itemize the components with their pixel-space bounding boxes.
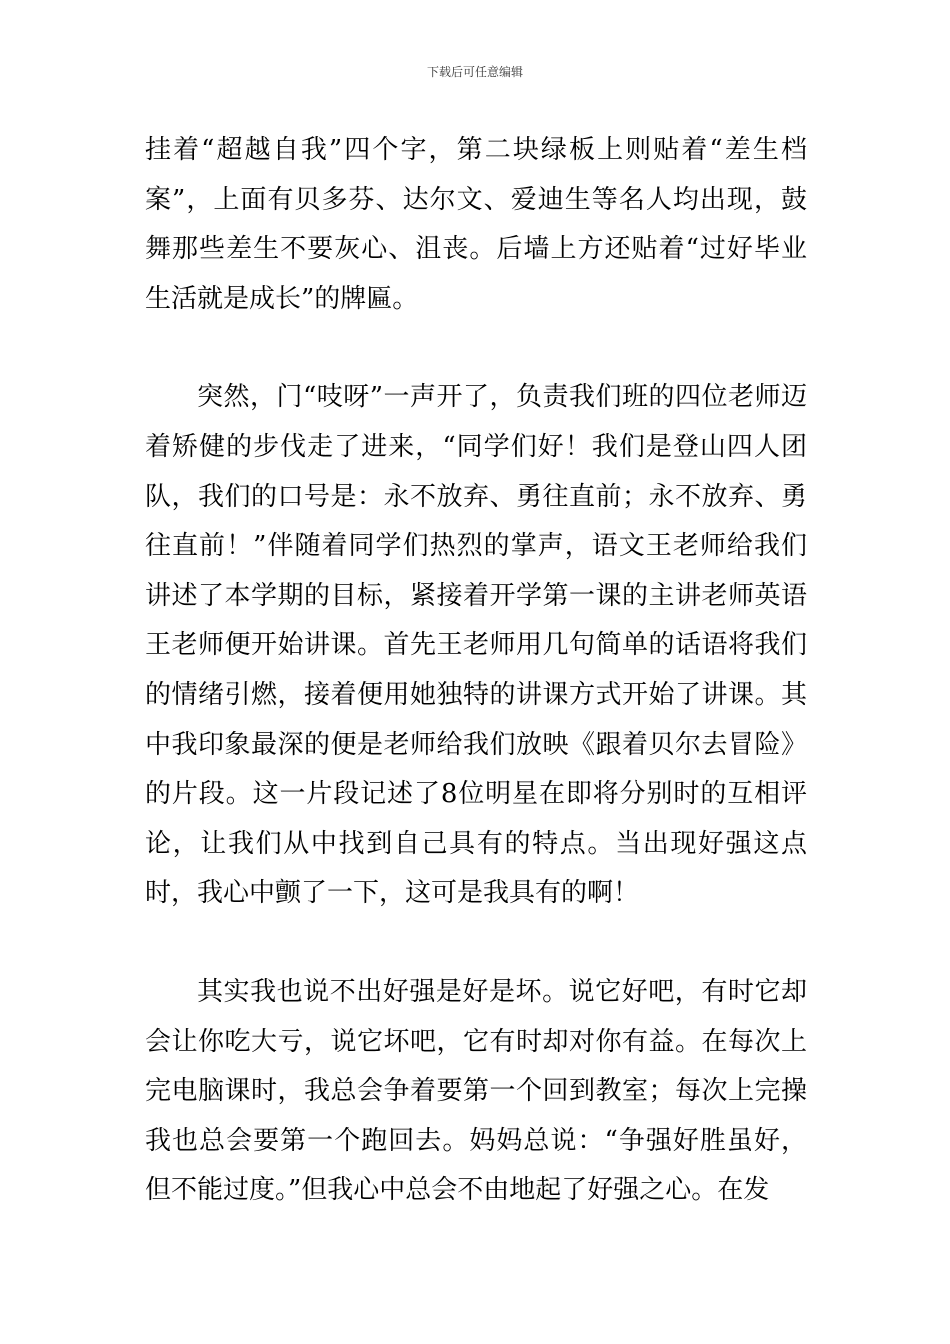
document-body [145, 126, 807, 1216]
paragraph-3: 其实我也说不出好强是好是坏。说它好吧，有时它却会让你吃大亏，说它坏吧，它有时却对你有益。在每次上完电脑课时，我总会争着要第一个回到教室；每次上完操我也总会要第一个跑回去。妈妈总说：“争强好胜虽好，但不能过度。”但我心中总会不由地起了好强之心。在发 [145, 976, 807, 1206]
paragraph-1: 挂着“超越自我”四个字，第二块绿板上则贴着“差生档案”，上面有贝多芬、达尔文、爱迪生等名人均出现，鼓舞那些差生不要灰心、沮丧。后墙上方还贴着“过好毕业生活就是成长”的牌匾。 [145, 135, 807, 314]
paragraph-2: 突然，门“吱呀”一声开了，负责我们班的四位老师迈着矫健的步伐走了进来，“同学们好！我们是登山四人团队，我们的口号是：永不放弃、勇往直前；永不放弃、勇往直前！”伴随着同学们热烈的掌声，语文王老师给我们讲述了本学期的目标，紧接着开学第一课的主讲老师英语王老师便开始讲课。首先王老师用几句简单的话语将我们的情绪引燃，接着便用她独特的讲课方式开始了讲课。其中我印象最深的便是老师给我们放映《跟着贝尔去冒险》的片段。这一片段记述了8位明星在即将分别时的互相评论，让我们从中找到自己具有的特点。当出现好强这点时，我心中颤了一下，这可是我具有的啊！ [145, 382, 807, 909]
page-header-note: 下载后可任意编辑 [426, 65, 523, 79]
